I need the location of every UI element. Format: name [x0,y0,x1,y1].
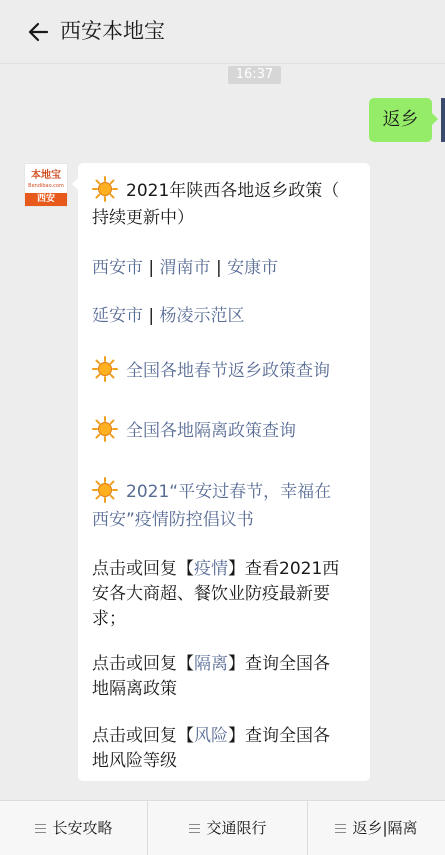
more-icon[interactable] [403,0,427,4]
avatar-logo-sub: Bendibao.com [28,183,64,189]
reply-message-bubble [78,163,370,781]
chat-header [0,0,445,64]
tip-text: 】查询全国各 [228,726,330,746]
spring-policy-row [92,356,362,384]
link-initiative[interactable]: 2021“平安过春节，幸福在 [126,482,332,502]
headline-cont: 持续更新中） [92,208,194,228]
separator: | [215,258,222,278]
my-avatar[interactable] [441,98,445,142]
account-avatar[interactable] [24,163,68,207]
keyword-quarantine[interactable]: 隔离 [194,654,228,674]
tip-quarantine [92,651,362,677]
link-xian[interactable]: 西安市 [92,258,143,278]
link-quarantine-policy[interactable]: 全国各地隔离政策查询 [126,421,296,441]
city-links-row-1 [92,255,362,281]
back-arrow-icon[interactable] [22,18,50,46]
separator: | [148,258,155,278]
link-ankang[interactable]: 安康市 [227,258,279,278]
link-spring-policy[interactable]: 全国各地春节返乡政策查询 [126,361,330,381]
sun-icon [92,356,118,382]
tab-label: 交通限行 [206,819,267,837]
tab-return-quarantine[interactable] [308,801,445,855]
keyword-risk[interactable]: 风险 [194,726,228,746]
sent-message-row [0,98,445,142]
tab-changan-guide[interactable] [0,801,148,855]
tip-epidemic-end: 求； [92,609,126,629]
chat-title: 西安本地宝 [60,19,165,43]
sent-message-bubble[interactable]: 返乡 [369,98,432,142]
quarantine-policy-row [92,416,362,444]
tab-label: 返乡|隔离 [352,819,418,837]
tip-text: 】查询全国各 [228,654,330,674]
tip-text: 点击或回复【 [92,726,194,746]
avatar-logo-text: 本地宝 [31,170,61,181]
menu-icon [335,824,346,833]
menu-icon [35,824,46,833]
link-yanan[interactable]: 延安市 [92,306,143,326]
tip-text: 点击或回复【 [92,559,194,579]
sun-icon [92,176,118,202]
tab-traffic-limit[interactable] [148,801,308,855]
tip-risk [92,723,362,749]
tip-risk-cont: 地风险等级 [92,751,177,771]
tip-text: 】查看2021西 [228,559,340,579]
bottom-menu-bar [0,800,445,855]
menu-icon [189,824,200,833]
sun-icon [92,416,118,442]
city-links-row-2 [92,303,362,329]
initiative-cont [92,507,362,533]
keyword-epidemic[interactable]: 疫情 [194,559,228,579]
tip-text: 点击或回复【 [92,654,194,674]
tab-label: 长安攻略 [52,819,113,837]
tip-epidemic [92,556,362,582]
tip-quarantine-cont: 地隔离政策 [92,679,177,699]
headline-text: 2021年陕西各地返乡政策（ [126,181,340,201]
separator: | [148,306,155,326]
link-initiative-cont[interactable]: 西安”疫情防控倡议书 [92,510,254,530]
link-yangling[interactable]: 杨凌示范区 [159,306,245,326]
message-timestamp: 16:37 [228,66,281,84]
sun-icon [92,477,118,503]
initiative-row [92,477,362,505]
link-weinan[interactable]: 渭南市 [159,258,211,278]
tip-epidemic-cont: 安各大商超、餐饮业防疫最新要 [92,584,330,604]
avatar-city-label: 西安 [25,193,67,206]
reply-headline [92,176,362,204]
